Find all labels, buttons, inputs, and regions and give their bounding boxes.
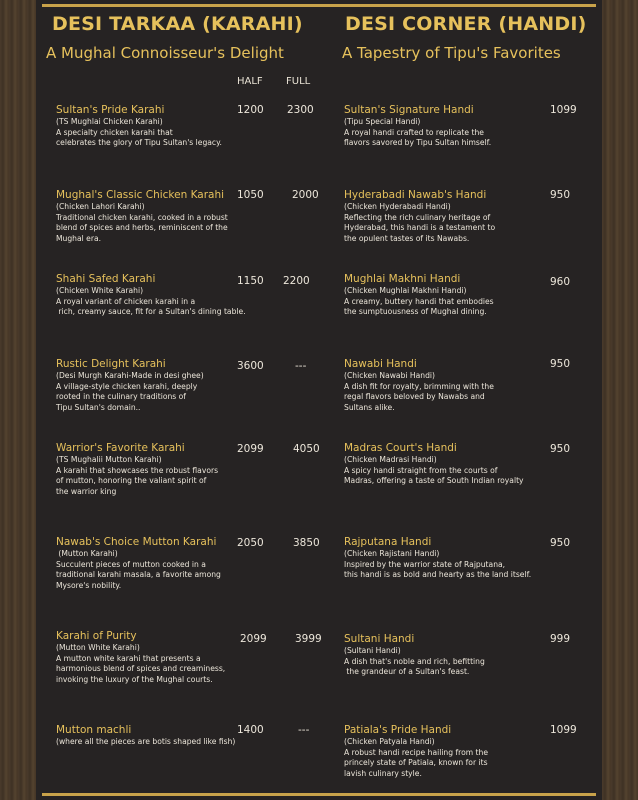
full-price: ---: [295, 360, 307, 372]
handi-item: [344, 358, 544, 413]
dish-subtitle: (Chicken Nawabi Handi): [344, 371, 435, 380]
karahi-item: [56, 358, 256, 413]
dish-subtitle: (Chicken Lahori Karahi): [56, 202, 145, 211]
dish-name: Shahi Safed Karahi: [56, 273, 156, 285]
karahi-item: [56, 536, 256, 591]
dish-description: Reflecting the rich culinary heritage of Hyderabad, this handi is a testament to the opulent tastes of its Nawabs.: [344, 212, 496, 243]
dish-description: A robust handi recipe hailing from the princely state of Patiala, known for its lavish culinary style.: [344, 747, 489, 778]
handi-section-subtitle: A Tapestry of Tipu's Favorites: [342, 44, 561, 62]
karahi-section-title: DESI TARKAA (KARAHI): [52, 13, 303, 35]
handi-section-title: DESI CORNER (HANDI): [345, 13, 587, 35]
top-gold-border: [42, 4, 596, 7]
karahi-item: [56, 273, 256, 318]
wood-frame-left: [0, 0, 36, 800]
half-price: 2050: [237, 537, 264, 549]
dish-description: Succulent pieces of mutton cooked in a traditional karahi masala, a favorite among Mysore's nobility.: [56, 559, 221, 590]
half-price: 1200: [237, 104, 264, 116]
full-price: 4050: [293, 443, 320, 455]
wood-frame-right: [602, 0, 638, 800]
dish-name: Warrior's Favorite Karahi: [56, 442, 185, 454]
dish-description: A dish that's noble and rich, befitting the grandeur of a Sultan's feast.: [344, 656, 485, 676]
handi-price: 999: [550, 633, 571, 645]
half-price: 3600: [237, 360, 264, 372]
half-price: 2099: [237, 443, 264, 455]
dish-name: Rustic Delight Karahi: [56, 358, 166, 370]
karahi-item: [56, 630, 256, 685]
handi-price: 950: [550, 443, 571, 455]
dish-description: A dish fit for royalty, brimming with the regal flavors beloved by Nawabs and Sultans alike.: [344, 381, 494, 412]
full-price: 3850: [293, 537, 320, 549]
dish-subtitle: (Chicken Rajistani Handi): [344, 549, 440, 558]
karahi-item: [56, 189, 256, 244]
dish-subtitle: (Mutton White Karahi): [56, 643, 140, 652]
half-column-header: HALF: [237, 76, 263, 87]
full-column-header: FULL: [286, 76, 311, 87]
bottom-gold-border: [42, 793, 596, 796]
dish-name: Mughlai Makhni Handi: [344, 273, 461, 285]
dish-description: A karahi that showcases the robust flavors of mutton, honoring the valiant spirit of the warrior king: [56, 465, 219, 496]
dish-subtitle: (Chicken Madrasi Handi): [344, 455, 437, 464]
handi-price: 1099: [550, 724, 577, 736]
dish-description: A spicy handi straight from the courts of Madras, offering a taste of South Indian royalty: [344, 465, 524, 485]
full-price: 2000: [292, 189, 319, 201]
dish-description: A mutton white karahi that presents a harmonious blend of spices and creaminess, invoking the luxury of the Mughal courts.: [56, 653, 226, 684]
dish-name: Sultan's Pride Karahi: [56, 104, 165, 116]
handi-item: [344, 536, 544, 581]
dish-subtitle: (Desi Murgh Karahi-Made in desi ghee): [56, 371, 204, 380]
karahi-item: [56, 442, 256, 497]
dish-name: Nawab's Choice Mutton Karahi: [56, 536, 217, 548]
dish-subtitle: (Mutton Karahi): [56, 549, 118, 558]
dish-description: A specialty chicken karahi that celebrates the glory of Tipu Sultan's legacy.: [56, 127, 222, 147]
dish-subtitle: (TS Mughlai Chicken Karahi): [56, 117, 163, 126]
dish-subtitle: (Chicken Mughlai Makhni Handi): [344, 286, 467, 295]
dish-subtitle: (Sultani Handi): [344, 646, 401, 655]
dish-name: Sultan's Signature Handi: [344, 104, 474, 116]
dish-name: Hyderabadi Nawab's Handi: [344, 189, 487, 201]
dish-name: Patiala's Pride Handi: [344, 724, 452, 736]
full-price: 3999: [295, 633, 322, 645]
dish-description: Traditional chicken karahi, cooked in a robust blend of spices and herbs, reminiscent of the Mughal era.: [56, 212, 228, 243]
dish-description: A village-style chicken karahi, deeply rooted in the culinary traditions of Tipu Sultan's domain..: [56, 381, 198, 412]
handi-price: 950: [550, 537, 571, 549]
dish-subtitle: (Chicken White Karahi): [56, 286, 144, 295]
dish-description: Inspired by the warrior state of Rajputana, this handi is as bold and hearty as the land itself.: [344, 559, 532, 579]
handi-price: 1099: [550, 104, 577, 116]
handi-item: [344, 189, 544, 244]
half-price: 1150: [237, 275, 264, 287]
dish-description: A royal variant of chicken karahi in a rich, creamy sauce, fit for a Sultan's dining table.: [56, 296, 246, 316]
handi-price: 960: [550, 276, 571, 288]
dish-name: Mughal's Classic Chicken Karahi: [56, 189, 225, 201]
handi-item: [344, 273, 544, 318]
dish-subtitle: (Chicken Hyderabadi Handi): [344, 202, 451, 211]
full-price: 2300: [287, 104, 314, 116]
dish-subtitle: (where all the pieces are botis shaped like fish): [56, 737, 236, 746]
dish-description: A royal handi crafted to replicate the flavors savored by Tipu Sultan himself.: [344, 127, 492, 147]
handi-price: 950: [550, 358, 571, 370]
karahi-item: [56, 104, 256, 149]
handi-price: 950: [550, 189, 571, 201]
handi-item: [344, 104, 544, 149]
dish-name: Mutton machli: [56, 724, 132, 736]
dish-description: A creamy, buttery handi that embodies the sumptuousness of Mughal dining.: [344, 296, 494, 316]
dish-subtitle: (Tipu Special Handi): [344, 117, 421, 126]
karahi-section-subtitle: A Mughal Connoisseur's Delight: [46, 44, 284, 62]
handi-item: [344, 442, 544, 487]
handi-item: [344, 633, 544, 678]
handi-item: [344, 724, 544, 779]
dish-subtitle: (Chicken Patyala Handi): [344, 737, 435, 746]
dish-name: Karahi of Purity: [56, 630, 137, 642]
dish-name: Sultani Handi: [344, 633, 415, 645]
half-price: 2099: [240, 633, 267, 645]
dish-name: Nawabi Handi: [344, 358, 417, 370]
half-price: 1050: [237, 189, 264, 201]
dish-name: Rajputana Handi: [344, 536, 432, 548]
dish-subtitle: (TS Mughalii Mutton Karahi): [56, 455, 162, 464]
dish-name: Madras Court's Handi: [344, 442, 457, 454]
full-price: 2200: [283, 275, 310, 287]
karahi-item: [56, 724, 256, 748]
half-price: 1400: [237, 724, 264, 736]
full-price: ---: [298, 724, 310, 736]
